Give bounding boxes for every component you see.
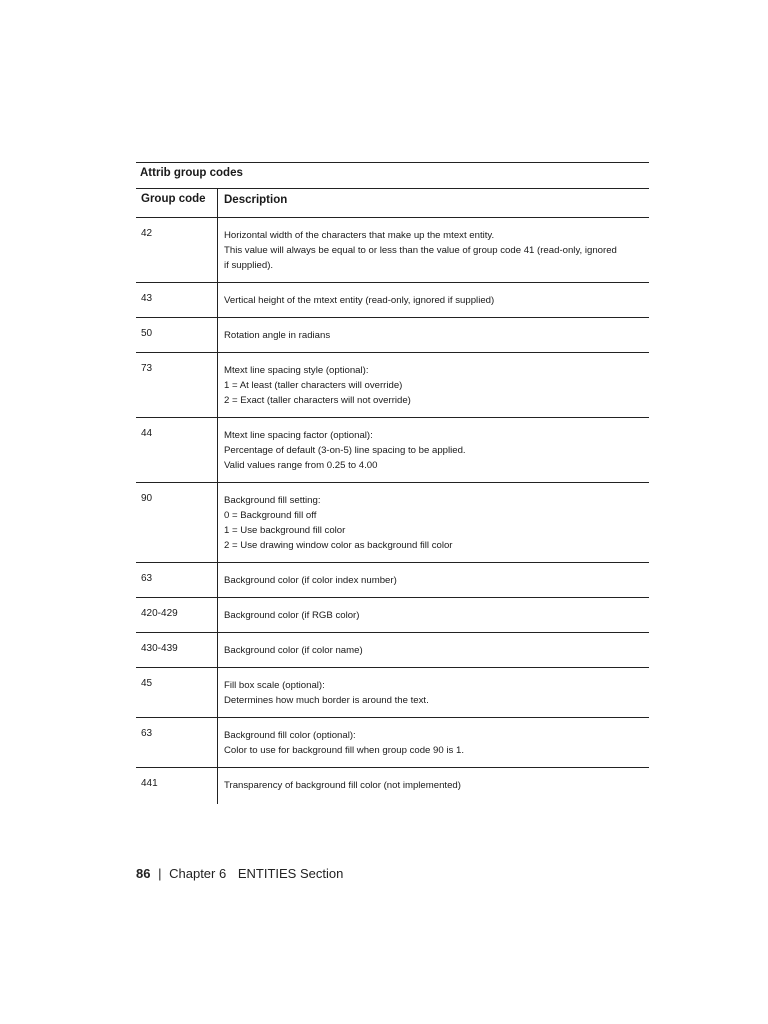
description-line: if supplied). (224, 260, 274, 271)
group-code-cell: 50 (136, 318, 218, 352)
description-line: Background color (if color name) (224, 645, 363, 656)
table-row (136, 718, 649, 768)
table-row (136, 353, 649, 418)
table-body (136, 218, 649, 804)
group-code-cell: 73 (136, 353, 218, 417)
description-line: Background fill setting: (224, 495, 321, 506)
footer-separator: | (158, 866, 162, 881)
description-line: 1 = Use background fill color (224, 525, 346, 536)
description-line: Mtext line spacing style (optional): (224, 365, 369, 376)
table-row (136, 768, 649, 804)
description-line: 2 = Exact (taller characters will not override) (224, 395, 411, 406)
page-footer (136, 866, 343, 881)
description-cell (218, 668, 649, 717)
group-code-cell: 441 (136, 768, 218, 804)
description-line: Vertical height of the mtext entity (read-only, ignored if supplied) (224, 295, 495, 306)
description-cell (218, 563, 649, 597)
group-code-cell: 63 (136, 718, 218, 767)
description-line: Percentage of default (3-on-5) line spacing to be applied. (224, 445, 466, 456)
group-code-cell: 90 (136, 483, 218, 562)
description-cell (218, 598, 649, 632)
group-code-cell: 42 (136, 218, 218, 282)
header-group-code: Group code (136, 189, 218, 217)
description-line: Background color (if color index number) (224, 575, 397, 586)
description-cell (218, 633, 649, 667)
group-code-cell: 44 (136, 418, 218, 482)
header-description: Description (224, 194, 288, 206)
description-line: Background fill color (optional): (224, 730, 356, 741)
table-title: Attrib group codes (136, 162, 649, 189)
page-number: 86 (136, 866, 151, 881)
description-cell (218, 483, 649, 562)
description-cell (218, 418, 649, 482)
description-cell (218, 318, 649, 352)
description-cell (218, 283, 649, 317)
chapter-label: Chapter 6 (169, 866, 227, 881)
table-row (136, 563, 649, 598)
table-row (136, 668, 649, 718)
description-line: Color to use for background fill when group code 90 is 1. (224, 745, 464, 756)
group-codes-table (136, 162, 649, 804)
description-cell (218, 768, 649, 804)
group-code-cell: 63 (136, 563, 218, 597)
description-line: 1 = At least (taller characters will override) (224, 380, 403, 391)
description-line: Mtext line spacing factor (optional): (224, 430, 373, 441)
description-line: Valid values range from 0.25 to 4.00 (224, 460, 378, 471)
table-row (136, 218, 649, 283)
description-line: Fill box scale (optional): (224, 680, 325, 691)
description-line: Determines how much border is around the text. (224, 695, 429, 706)
description-line: Background color (if RGB color) (224, 610, 360, 621)
description-line: Transparency of background fill color (not implemented) (224, 780, 461, 791)
description-line: This value will always be equal to or less than the value of group code 41 (read-only, ignored (224, 245, 617, 256)
group-code-cell: 45 (136, 668, 218, 717)
table-row (136, 483, 649, 563)
table-header-row (136, 189, 649, 218)
group-code-cell: 420-429 (136, 598, 218, 632)
description-line: 2 = Use drawing window color as background fill color (224, 540, 453, 551)
description-cell (218, 218, 649, 282)
table-row (136, 418, 649, 483)
table-row (136, 633, 649, 668)
table-row (136, 318, 649, 353)
description-line: Horizontal width of the characters that make up the mtext entity. (224, 230, 495, 241)
description-line: 0 = Background fill off (224, 510, 317, 521)
description-cell (218, 353, 649, 417)
description-line: Rotation angle in radians (224, 330, 331, 341)
table-row (136, 598, 649, 633)
group-code-cell: 430-439 (136, 633, 218, 667)
group-code-cell: 43 (136, 283, 218, 317)
section-label: ENTITIES Section (237, 866, 344, 881)
table-row (136, 283, 649, 318)
description-cell (218, 718, 649, 767)
